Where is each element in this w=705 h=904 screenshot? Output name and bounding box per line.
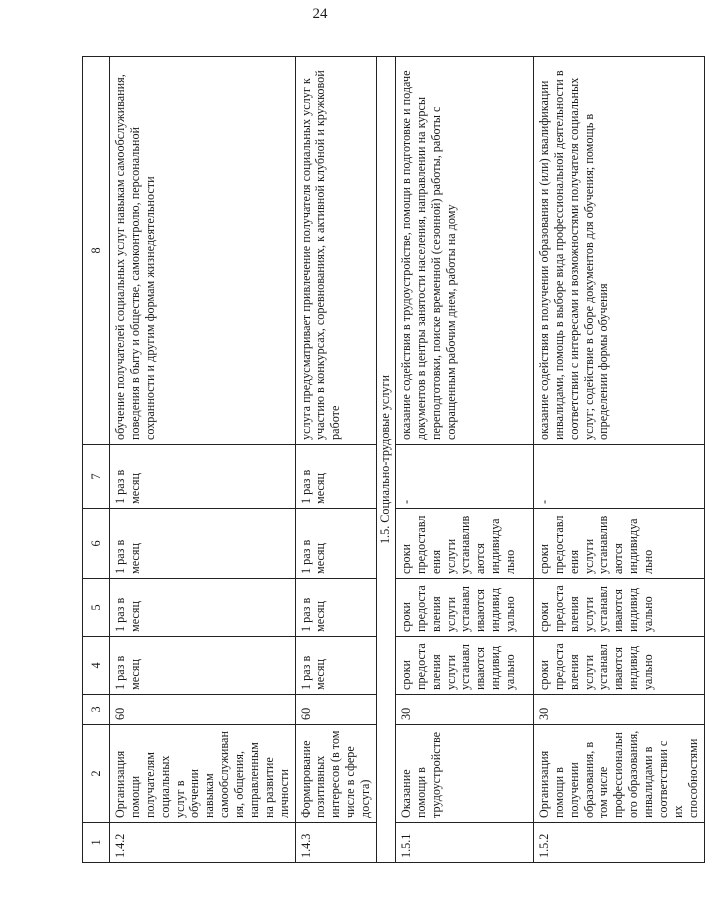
- frequency-value: 1 раз в месяц: [295, 637, 376, 695]
- row-number: 1.5.2: [533, 823, 704, 863]
- service-description: оказание содействия в получении образования и (или) квалификации инвалидами, помощь в выборе вида профессиональной деятельности в соответствии с интересами и возможностями получателя социальных услуг; содействие в сборе документов для обучения; помощь в определении формы обучения: [533, 57, 704, 445]
- table-row: [110, 57, 296, 863]
- header-cell-4: 4: [83, 637, 110, 695]
- section-row: [376, 57, 395, 863]
- header-cell-2: 2: [83, 725, 110, 823]
- frequency-value: сроки предоставления услуги устанавливаются индивидуально: [395, 579, 533, 637]
- frequency-value: 1 раз в месяц: [295, 509, 376, 579]
- service-name: Формирование позитивных интересов (в том числе в сфере досуга): [295, 725, 376, 823]
- service-description: услуга предусматривает привлечение получателя социальных услуг к участию в конкурсах, соревнованиях, к активной клубной и кружковой работе: [295, 57, 376, 445]
- duration-value: 60: [295, 695, 376, 725]
- page-number: 24: [312, 6, 328, 22]
- frequency-value: 1 раз в месяц: [110, 637, 296, 695]
- section-title: 1.5. Социально-трудовые услуги: [376, 57, 395, 863]
- header-cell-1: 1: [83, 823, 110, 863]
- frequency-value: сроки предоставления услуги устанавливаются индивидуально: [533, 579, 704, 637]
- frequency-value: 1 раз в месяц: [110, 509, 296, 579]
- header-cell-3: 3: [83, 695, 110, 725]
- frequency-value: сроки предоставления услуги устанавливаются индивидуально: [533, 509, 704, 579]
- service-name: Организация помощи в получении образования, в том числе профессионального образования, инвалидами в соответствии с их способностями: [533, 725, 704, 823]
- row-number: 1.5.1: [395, 823, 533, 863]
- frequency-value: -: [533, 445, 704, 509]
- duration-value: 60: [110, 695, 296, 725]
- frequency-value: сроки предоставления услуги устанавливаются индивидуально: [395, 637, 533, 695]
- table-row: [295, 57, 376, 863]
- frequency-value: 1 раз в месяц: [295, 579, 376, 637]
- services-table: [82, 56, 705, 863]
- service-name: Оказание помощи в трудоустройстве: [395, 725, 533, 823]
- frequency-value: 1 раз в месяц: [110, 445, 296, 509]
- header-cell-6: 6: [83, 509, 110, 579]
- header-row: [83, 57, 110, 863]
- duration-value: 30: [395, 695, 533, 725]
- table-row: [533, 57, 704, 863]
- frequency-value: -: [395, 445, 533, 509]
- frequency-value: сроки предоставления услуги устанавливаются индивидуально: [533, 637, 704, 695]
- frequency-value: сроки предоставления услуги устанавливаются индивидуально: [395, 509, 533, 579]
- frequency-value: 1 раз в месяц: [295, 445, 376, 509]
- header-cell-5: 5: [83, 579, 110, 637]
- rotated-table-container: [82, 57, 700, 863]
- header-cell-7: 7: [83, 445, 110, 509]
- header-cell-8: 8: [83, 57, 110, 445]
- duration-value: 30: [533, 695, 704, 725]
- frequency-value: 1 раз в месяц: [110, 579, 296, 637]
- service-description: оказание содействия в трудоустройстве, помощи в подготовке и подаче документов в центры занятости населения, направлении на курсы переподготовки, поиске временной (сезонной) работы, работы с сокращенным рабочим днем, работы на дому: [395, 57, 533, 445]
- service-description: обучение получателей социальных услуг навыкам самообслуживания, поведения в быту и обществе, самоконтролю, персональной сохранности и другим формам жизнедеятельности: [110, 57, 296, 445]
- table-row: [395, 57, 533, 863]
- row-number: 1.4.3: [295, 823, 376, 863]
- service-name: Организация помощи получателям социальных услуг в обучении навыкам самообслуживания, общения, направленным на развитие личности: [110, 725, 296, 823]
- row-number: 1.4.2: [110, 823, 296, 863]
